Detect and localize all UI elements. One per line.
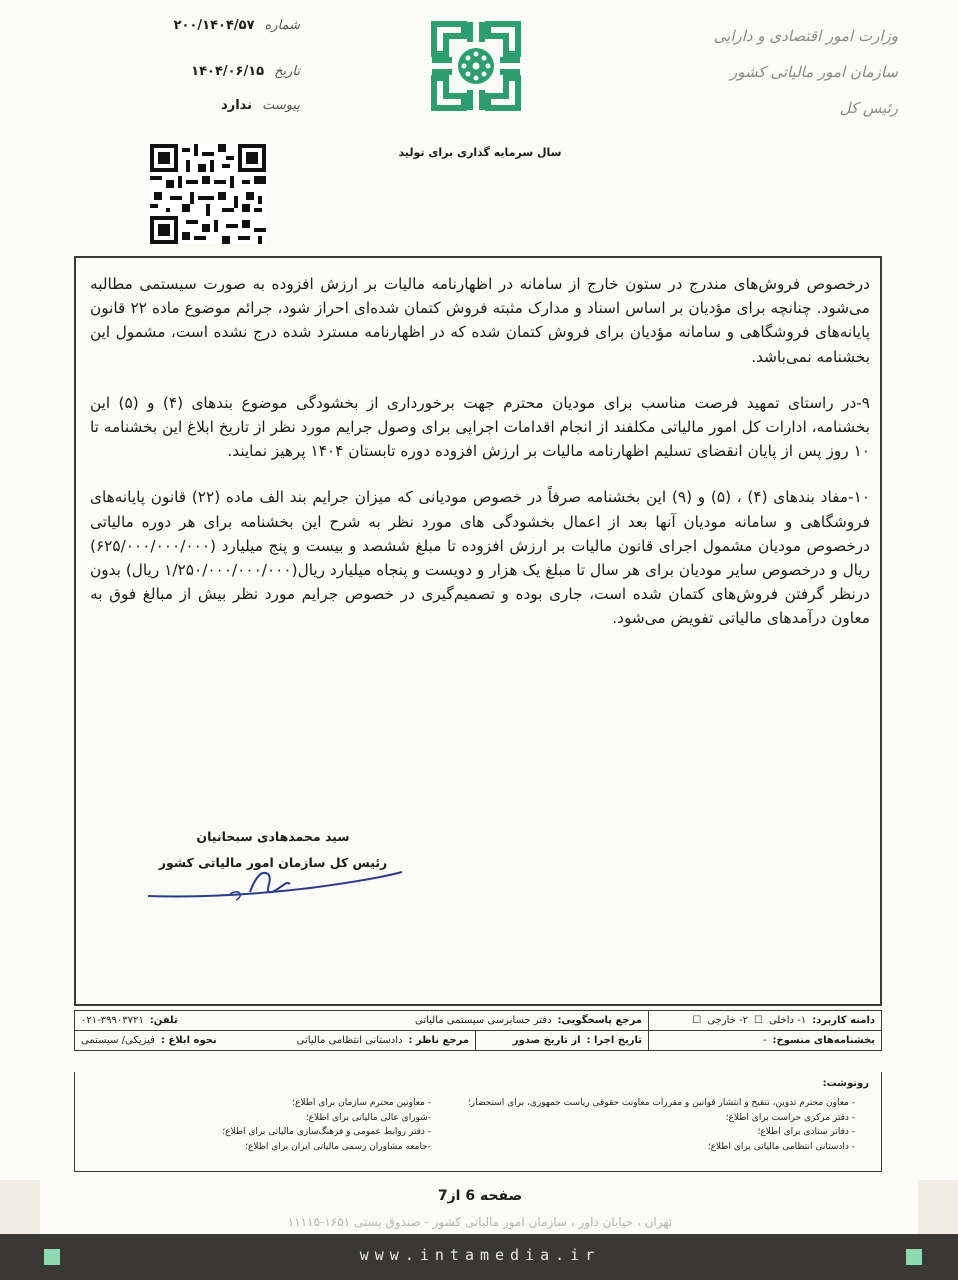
cc-item: - دفتر روابط عمومی و فرهنگ‌سازی مالیاتی برای اطلاع؛ xyxy=(222,1127,431,1137)
cc-recipients xyxy=(74,1072,882,1172)
phone-label: تلفن: xyxy=(149,1015,178,1026)
page-corner-right xyxy=(918,1180,958,1234)
cc-title: رونوشت: xyxy=(822,1078,869,1089)
letter-number-value: ۲۰۰/۱۴۰۴/۵۷ xyxy=(173,18,255,33)
supervisor-label: مرجع ناظر : xyxy=(408,1035,469,1046)
tax-organization-logo xyxy=(424,14,528,118)
cc-item: - معاون محترم تدوین، تنقیح و انتشار قوانین و مقررات معاونت حقوقی ریاست جمهوری، برای استحضار؛ xyxy=(467,1098,855,1108)
ministry-line-1: وزارت امور اقتصادی و دارایی xyxy=(713,27,898,45)
website-url: www.intamedia.ir xyxy=(359,1246,601,1264)
signer-title: رئیس کل سازمان امور مالیاتی کشور xyxy=(158,855,388,870)
cc-column-left xyxy=(101,1096,431,1154)
cc-column-right xyxy=(435,1096,855,1154)
exec-date-label: تاریخ اجرا : xyxy=(586,1035,642,1046)
signer-name: سید محمدهادی سبحانیان xyxy=(196,829,350,844)
revoked-circulars-value: - xyxy=(762,1035,767,1046)
green-square-icon xyxy=(44,1249,60,1265)
cc-item: - دادستانی انتظامی مالیاتی برای اطلاع؛ xyxy=(707,1141,855,1152)
letter-date-value: ۱۴۰۴/۰۶/۱۵ xyxy=(191,64,265,79)
checkbox-icon: ☐ xyxy=(692,1015,702,1026)
supervisor-value: دادستانی انتظامی مالیاتی xyxy=(296,1035,403,1046)
letter-date-row xyxy=(191,64,300,79)
qr-code-icon xyxy=(150,144,266,244)
notify-method-value: فیزیکی/ سیستمی xyxy=(81,1035,155,1046)
ministry-heading xyxy=(668,18,898,126)
info-row-2 xyxy=(75,1031,882,1051)
info-row-1 xyxy=(75,1011,882,1031)
usage-external-option: ۲- خارجی xyxy=(707,1015,748,1026)
letter-attachment-row xyxy=(221,98,300,113)
revoked-circulars-label: بخشنامه‌های منسوخ: xyxy=(772,1035,875,1046)
phone-value: ۰۲۱-۳۹۹۰۳۷۲۱ xyxy=(81,1015,144,1026)
ministry-line-2: سازمان امور مالیاتی کشور xyxy=(730,63,898,81)
website-bar xyxy=(0,1234,958,1280)
body-paragraph-9: ۹-در راستای تمهید فرصت مناسب برای مودیان محترم جهت برخورداری از بخشودگی موضوع بندهای (۴) و (۵) این بخشنامه، ادارات کل امور مالیاتی مکلفند از انجام اقدامات اجرایی برای وصول جرایم مورد نظر از تاریخ ابلاغ این بخشنامه تا ۱۰ روز پس از پایان انقضای تسلیم اظهارنامه مالیات بر ارزش افزوده دوره تابستان ۱۴۰۴ پرهیز نمایند. xyxy=(90,393,870,461)
letter-date-label: تاریخ xyxy=(274,64,300,79)
revoked-circulars-cell xyxy=(649,1031,882,1051)
cc-item: - دفتر مرکزی حراست برای اطلاع؛ xyxy=(725,1112,855,1123)
body-paragraph-10: ۱۰-مفاد بندهای (۴) ، (۵) و (۹) این بخشنامه صرفاً در خصوص مودیانی که میزان جرایم بند الف ماده (۲۲) قانون پایانه‌های فروشگاهی و سامانه مودیان آنها بعد از اعمال بخشودگی های مورد نظر به شرح این بخشنامه برای هر دوره مالیاتی درخصوص مودیان مشمول اجرای قانون مالیات بر ارزش افزوده تا مبلغ ششصد و بیست و پنج میلیارد (۶۲۵/۰۰۰/۰۰۰/۰۰۰) ریال و درخصوص سایر مودیان برای هر سال تا مبلغ یک هزار و دویست و پنجاه میلیارد ریال(۱/۲۵۰/۰۰۰/۰۰۰/۰۰۰ ریال) بدون درنظر گرفتن فروش‌های کتمان شده است، جاری بوده و تصمیم‌گیری در خصوص جرایم مورد نظر بیش از مبالغ فوق به معاون درآمدهای مالیاتی تفویض می‌شود. xyxy=(90,488,870,628)
cc-item: - دفاتر ستادی برای اطلاع؛ xyxy=(757,1127,855,1137)
page-corner-left xyxy=(0,1180,40,1234)
supervisor-notify-cell xyxy=(75,1031,476,1051)
letter-number-label: شماره xyxy=(264,18,300,33)
cc-item: -شورای عالی مالیاتی برای اطلاع؛ xyxy=(305,1112,431,1123)
letter-attachment-label: پیوست xyxy=(262,98,300,113)
responder-label: مرجع پاسخگویی: xyxy=(557,1015,642,1026)
postal-address: تهران ، خیابان داور ، سازمان امور مالیاتی کشور - صندوق پستی ۱۶۵۱-۱۱۱۱۵ xyxy=(287,1215,673,1229)
letter-attachment-value: ندارد xyxy=(221,98,253,113)
checkbox-icon: ☐ xyxy=(753,1015,763,1026)
body-paragraph-1: درخصوص فروش‌های مندرج در ستون خارج از سامانه در اظهارنامه مالیات بر ارزش افزوده به صورت سیستمی مطالبه می‌شود. چنانچه برای مؤدیان بر اساس اسناد و مدارک مثبته فروش کتمان شده‌ای احراز شود، جرائم موضوع ماده ۲۲ قانون پایانه‌های فروشگاهی و سامانه مؤدیان برای فروش کتمان شده که در اظهارنامه مسترد شده درج نشده است، مشمول این بخشنامه نمی‌باشد. xyxy=(90,275,870,366)
letter-number-row xyxy=(174,18,300,33)
green-square-icon xyxy=(906,1249,922,1265)
letter-body xyxy=(90,272,870,653)
responder-value: دفتر حسابرسی سیستمی مالیاتی xyxy=(414,1015,552,1026)
notify-method-label: نحوه ابلاغ : xyxy=(160,1035,217,1046)
exec-date-cell xyxy=(476,1031,649,1051)
cc-item: - معاونین محترم سازمان برای اطلاع؛ xyxy=(292,1098,431,1108)
usage-scope-cell xyxy=(649,1011,882,1031)
usage-scope-label: دامنه کاربرد: xyxy=(812,1015,875,1026)
usage-internal-option: ۱- داخلی xyxy=(768,1015,807,1026)
exec-date-value: از تاریخ صدور xyxy=(512,1035,581,1046)
handwritten-signature xyxy=(140,858,410,908)
responder-cell xyxy=(75,1011,649,1031)
cc-item: -جامعه مشاوران رسمی مالیاتی ایران برای اطلاع؛ xyxy=(245,1141,431,1152)
ministry-line-3: رئیس کل xyxy=(839,99,898,117)
year-motto: سال سرمایه گذاری برای تولید xyxy=(398,146,562,159)
page-number: صفحه 6 از7 xyxy=(437,1188,523,1204)
circular-info-table xyxy=(74,1010,882,1051)
